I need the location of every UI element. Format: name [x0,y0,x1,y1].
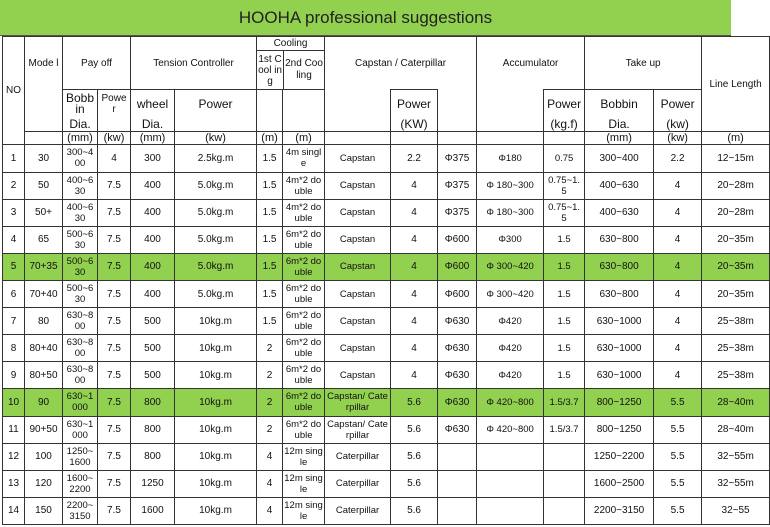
row-takeup-bobbin: 400~630 [585,199,654,226]
header-capstan-caterpillar: Capstan / Caterpillar [325,37,477,90]
row-tension-power: 10kg.m [175,362,257,389]
row-second-cooling: 12m single [283,470,325,497]
row-capstan-dia: Φ630 [438,416,477,443]
row-wheel: 300 [131,145,175,172]
row-first-cooling: 2 [257,335,283,362]
row-no: 14 [3,497,25,524]
header-cap-blank4 [438,118,477,132]
table-row [3,280,770,307]
header-model: Mode l [25,37,63,90]
header-dia2: Dia. [131,118,175,132]
unit-m-3: (m) [702,132,770,145]
row-bobbin: 1600~ 2200 [63,470,98,497]
row-model: 90+50 [25,416,63,443]
row-accumulator-power: 0.75~1. 5 [544,172,585,199]
row-power: 7.5 [98,253,131,280]
row-capstan-power: 5.6 [391,416,438,443]
row-first-cooling: 1.5 [257,172,283,199]
header-capstan-power: Power [391,90,438,118]
row-capstan-power: 4 [391,362,438,389]
row-second-cooling: 12m single [283,497,325,524]
header-accumulator-power: Power [544,90,585,118]
header-second-cooling: 2nd Cooling [285,58,323,82]
row-takeup-bobbin: 630~800 [585,280,654,307]
row-power: 7.5 [98,335,131,362]
row-line-length: 20~28m [702,199,770,226]
row-takeup-power: 4 [654,335,702,362]
row-takeup-power: 4 [654,253,702,280]
row-capstan-power: 4 [391,172,438,199]
table-row [3,199,770,226]
row-no: 12 [3,443,25,470]
row-bobbin: 630~1 000 [63,416,98,443]
row-model: 50 [25,172,63,199]
row-bobbin: 500~6 30 [63,280,98,307]
row-second-cooling: 6m*2 double [283,280,325,307]
row-takeup-power: 2.2 [654,145,702,172]
header-takeup-bobbin: Bobbin [585,90,654,118]
unit-kw-1: (kw) [98,132,131,145]
row-wheel: 400 [131,226,175,253]
row-no: 9 [3,362,25,389]
unit-m-2: (m) [283,132,325,145]
header-c2-blank [283,90,325,118]
row-bobbin: 500~6 30 [63,226,98,253]
header-takeup-power: Power [654,90,702,118]
row-takeup-bobbin: 1250~2200 [585,443,654,470]
row-capstan-power: 4 [391,226,438,253]
row-model: 80+50 [25,362,63,389]
row-capstan-type: Capstan [325,172,391,199]
row-bobbin: 400~6 30 [63,172,98,199]
row-accumulator-power [544,443,585,470]
header-takeup-dia: Dia. [585,118,654,132]
row-tension-power: 10kg.m [175,308,257,335]
row-tension-power: 5.0kg.m [175,172,257,199]
row-bobbin: 630~1 000 [63,389,98,416]
row-takeup-power: 4 [654,199,702,226]
row-line-length: 28~40m [702,416,770,443]
row-line-length: 25~38m [702,335,770,362]
row-second-cooling: 6m*2 double [283,389,325,416]
row-capstan-power: 2.2 [391,145,438,172]
table-row [3,443,770,470]
unit-cap-blank3 [438,132,477,145]
row-first-cooling: 1.5 [257,145,283,172]
row-first-cooling: 4 [257,497,283,524]
row-takeup-power: 5.5 [654,470,702,497]
row-first-cooling: 4 [257,470,283,497]
unit-cap-blank2 [391,132,438,145]
row-wheel: 1250 [131,470,175,497]
table-row [3,145,770,172]
row-accumulator: Φ420 [477,362,544,389]
table-row [3,497,770,524]
row-no: 6 [3,280,25,307]
unit-mm-3: (mm) [585,132,654,145]
row-capstan-type: Capstan/ Caterpillar [325,389,391,416]
row-bobbin: 300~4 00 [63,145,98,172]
row-accumulator: Φ180 [477,145,544,172]
unit-m-1: (m) [257,132,283,145]
header-cap-blank2 [438,90,477,118]
row-bobbin: 630~8 00 [63,362,98,389]
row-capstan-dia: Φ375 [438,199,477,226]
row-bobbin: 1250~ 1600 [63,443,98,470]
row-takeup-power: 4 [654,362,702,389]
row-takeup-bobbin: 630~1000 [585,362,654,389]
header-model-blank [25,90,63,118]
row-model: 30 [25,145,63,172]
row-accumulator: Φ420 [477,308,544,335]
row-model: 65 [25,226,63,253]
row-second-cooling: 6m*2 double [283,308,325,335]
row-line-length: 32~55 [702,497,770,524]
row-capstan-dia: Φ600 [438,280,477,307]
header-dia1: Dia. [63,118,98,132]
row-line-length: 25~38m [702,362,770,389]
row-second-cooling: 12m single [283,443,325,470]
row-capstan-type: Capstan [325,308,391,335]
header-c1-blank2 [257,118,283,132]
header-acc-blank [477,90,544,118]
row-accumulator-power: 1.5 [544,280,585,307]
header-tension-power: Power [175,90,257,118]
row-accumulator-power [544,497,585,524]
row-accumulator [477,443,544,470]
row-capstan-power: 5.6 [391,389,438,416]
row-power: 7.5 [98,199,131,226]
row-no: 8 [3,335,25,362]
row-tension-power: 5.0kg.m [175,226,257,253]
row-model: 70+40 [25,280,63,307]
row-capstan-type: Capstan [325,335,391,362]
row-capstan-type: Capstan [325,362,391,389]
header-cooling-group [257,37,325,90]
header-first-cooling: 1st Cool ing [257,51,284,89]
row-power: 7.5 [98,470,131,497]
row-power: 7.5 [98,416,131,443]
row-capstan-type: Caterpillar [325,443,391,470]
row-accumulator-power: 1.5 [544,226,585,253]
row-first-cooling: 1.5 [257,280,283,307]
header-power-short: Powe r [98,90,131,118]
row-line-length: 20~28m [702,172,770,199]
unit-cap-blank [325,132,391,145]
row-capstan-power: 5.6 [391,443,438,470]
row-capstan-type: Capstan [325,280,391,307]
row-no: 3 [3,199,25,226]
row-second-cooling: 4m single [283,145,325,172]
row-capstan-dia: Φ630 [438,362,477,389]
row-tension-power: 10kg.m [175,335,257,362]
unit-acc-blank [477,132,544,145]
row-takeup-bobbin: 1600~2500 [585,470,654,497]
row-capstan-dia: Φ630 [438,335,477,362]
row-capstan-power: 4 [391,253,438,280]
row-accumulator-power: 0.75 [544,145,585,172]
row-capstan-dia: Φ630 [438,389,477,416]
row-first-cooling: 2 [257,389,283,416]
row-model: 50+ [25,199,63,226]
row-no: 7 [3,308,25,335]
row-no: 5 [3,253,25,280]
row-capstan-power: 5.6 [391,470,438,497]
row-takeup-power: 4 [654,226,702,253]
row-model: 90 [25,389,63,416]
row-no: 13 [3,470,25,497]
row-tension-power: 10kg.m [175,389,257,416]
unit-model-blank [25,132,63,145]
row-takeup-bobbin: 630~1000 [585,308,654,335]
row-capstan-type: Capstan [325,199,391,226]
row-tension-power: 10kg.m [175,497,257,524]
row-tension-power: 5.0kg.m [175,280,257,307]
header-takeup-unit: (kw) [654,118,702,132]
row-power: 4 [98,145,131,172]
row-tension-power: 5.0kg.m [175,199,257,226]
row-takeup-power: 4 [654,172,702,199]
row-accumulator-power: 1.5 [544,362,585,389]
row-tension-power: 2.5kg.m [175,145,257,172]
row-accumulator-power: 1.5/3.7 [544,389,585,416]
row-wheel: 400 [131,172,175,199]
row-takeup-bobbin: 800~1250 [585,416,654,443]
header-c1-blank [257,90,283,118]
row-power: 7.5 [98,172,131,199]
header-take-up: Take up [585,37,702,90]
row-second-cooling: 6m*2 double [283,226,325,253]
row-takeup-power: 5.5 [654,443,702,470]
table-row [3,308,770,335]
row-capstan-dia: Φ375 [438,145,477,172]
row-power: 7.5 [98,389,131,416]
header-wheel: wheel [131,90,175,118]
row-accumulator-power [544,470,585,497]
row-capstan-power: 4 [391,199,438,226]
row-bobbin: 2200~ 3150 [63,497,98,524]
row-no: 1 [3,145,25,172]
row-first-cooling: 1.5 [257,226,283,253]
row-model: 120 [25,470,63,497]
header-bobbin: Bobb in [63,90,98,118]
row-accumulator-power: 1.5 [544,335,585,362]
row-capstan-dia [438,497,477,524]
row-model: 70+35 [25,253,63,280]
row-first-cooling: 2 [257,362,283,389]
row-tension-power: 10kg.m [175,443,257,470]
row-bobbin: 630~8 00 [63,308,98,335]
row-second-cooling: 6m*2 double [283,253,325,280]
row-capstan-dia [438,470,477,497]
row-accumulator-power: 1.5 [544,253,585,280]
row-accumulator: Φ300 [477,226,544,253]
unit-acc-blank2 [544,132,585,145]
row-bobbin: 400~6 30 [63,199,98,226]
row-second-cooling: 4m*2 double [283,199,325,226]
row-capstan-type: Capstan [325,253,391,280]
row-line-length: 28~40m [702,389,770,416]
row-model: 80 [25,308,63,335]
row-accumulator [477,470,544,497]
header-no: NO [3,37,25,145]
row-capstan-dia: Φ375 [438,172,477,199]
table-row [3,416,770,443]
header-line-length: Line Length [702,37,770,132]
header-power-blank [98,118,131,132]
row-wheel: 400 [131,280,175,307]
row-tension-power: 5.0kg.m [175,253,257,280]
table-row [3,362,770,389]
row-takeup-bobbin: 630~800 [585,226,654,253]
header-tpower-blank [175,118,257,132]
row-no: 10 [3,389,25,416]
unit-kw-3: (kw) [654,132,702,145]
row-takeup-power: 4 [654,308,702,335]
row-line-length: 20~35m [702,253,770,280]
row-line-length: 12~15m [702,145,770,172]
row-accumulator: Φ 420~800 [477,416,544,443]
row-takeup-power: 4 [654,280,702,307]
row-accumulator: Φ 180~300 [477,172,544,199]
row-takeup-power: 5.5 [654,416,702,443]
row-power: 7.5 [98,226,131,253]
header-acc-blank2 [477,118,544,132]
row-capstan-type: Capstan [325,145,391,172]
row-capstan-power: 5.6 [391,497,438,524]
row-model: 80+40 [25,335,63,362]
row-first-cooling: 2 [257,416,283,443]
row-wheel: 400 [131,199,175,226]
row-line-length: 32~55m [702,470,770,497]
table-row [3,226,770,253]
row-takeup-bobbin: 630~800 [585,253,654,280]
row-capstan-power: 4 [391,308,438,335]
row-wheel: 500 [131,335,175,362]
row-bobbin: 500~6 30 [63,253,98,280]
header-accumulator: Accumulator [477,37,585,90]
row-wheel: 1600 [131,497,175,524]
table-row [3,389,770,416]
row-power: 7.5 [98,497,131,524]
row-wheel: 800 [131,443,175,470]
row-takeup-bobbin: 800~1250 [585,389,654,416]
row-power: 7.5 [98,280,131,307]
row-accumulator: Φ 300~420 [477,280,544,307]
header-c2-blank2 [283,118,325,132]
row-takeup-bobbin: 630~1000 [585,335,654,362]
row-accumulator-power: 1.5/3.7 [544,416,585,443]
row-second-cooling: 6m*2 double [283,335,325,362]
row-tension-power: 10kg.m [175,416,257,443]
row-capstan-power: 4 [391,335,438,362]
row-second-cooling: 6m*2 double [283,362,325,389]
row-capstan-dia: Φ600 [438,226,477,253]
row-power: 7.5 [98,443,131,470]
header-tension-controller: Tension Controller [131,37,257,90]
row-no: 11 [3,416,25,443]
unit-mm-2: (mm) [131,132,175,145]
row-second-cooling: 4m*2 double [283,172,325,199]
table-row [3,335,770,362]
header-capstan-unit: (KW) [391,118,438,132]
spec-table [2,36,770,525]
row-takeup-bobbin: 2200~3150 [585,497,654,524]
row-power: 7.5 [98,362,131,389]
row-wheel: 500 [131,308,175,335]
header-model-blank2 [25,118,63,132]
row-accumulator: Φ420 [477,335,544,362]
unit-kw-2: (kw) [175,132,257,145]
row-model: 150 [25,497,63,524]
row-accumulator: Φ 180~300 [477,199,544,226]
unit-mm-1: (mm) [63,132,98,145]
row-capstan-power: 4 [391,280,438,307]
row-wheel: 800 [131,416,175,443]
header-pay-off: Pay off [63,37,131,90]
row-first-cooling: 4 [257,443,283,470]
row-accumulator-power: 0.75~1. 5 [544,199,585,226]
row-first-cooling: 1.5 [257,199,283,226]
header-cap-blank3 [325,118,391,132]
row-takeup-bobbin: 300~400 [585,145,654,172]
row-line-length: 25~38m [702,308,770,335]
row-line-length: 20~35m [702,280,770,307]
row-takeup-bobbin: 400~630 [585,172,654,199]
row-wheel: 800 [131,389,175,416]
header-cap-blank [325,90,391,118]
row-capstan-dia [438,443,477,470]
row-capstan-type: Capstan/ Caterpillar [325,416,391,443]
row-tension-power: 10kg.m [175,470,257,497]
table-row [3,253,770,280]
row-line-length: 32~55m [702,443,770,470]
row-capstan-type: Caterpillar [325,497,391,524]
table-row [3,172,770,199]
row-bobbin: 630~8 00 [63,335,98,362]
row-capstan-dia: Φ600 [438,253,477,280]
row-capstan-dia: Φ630 [438,308,477,335]
header-cooling: Cooling [257,37,324,51]
table-row [3,470,770,497]
row-accumulator: Φ 420~800 [477,389,544,416]
row-takeup-power: 5.5 [654,389,702,416]
row-first-cooling: 1.5 [257,253,283,280]
row-accumulator [477,497,544,524]
row-wheel: 500 [131,362,175,389]
page-title: HOOHA professional suggestions [0,0,731,36]
row-capstan-type: Capstan [325,226,391,253]
row-model: 100 [25,443,63,470]
row-takeup-power: 5.5 [654,497,702,524]
row-capstan-type: Caterpillar [325,470,391,497]
row-line-length: 20~35m [702,226,770,253]
header-acc-unit: (kg.f) [544,118,585,132]
row-power: 7.5 [98,308,131,335]
row-no: 2 [3,172,25,199]
row-no: 4 [3,226,25,253]
row-accumulator: Φ 300~420 [477,253,544,280]
row-wheel: 400 [131,253,175,280]
row-accumulator-power: 1.5 [544,308,585,335]
row-second-cooling: 6m*2 double [283,416,325,443]
row-first-cooling: 1.5 [257,308,283,335]
